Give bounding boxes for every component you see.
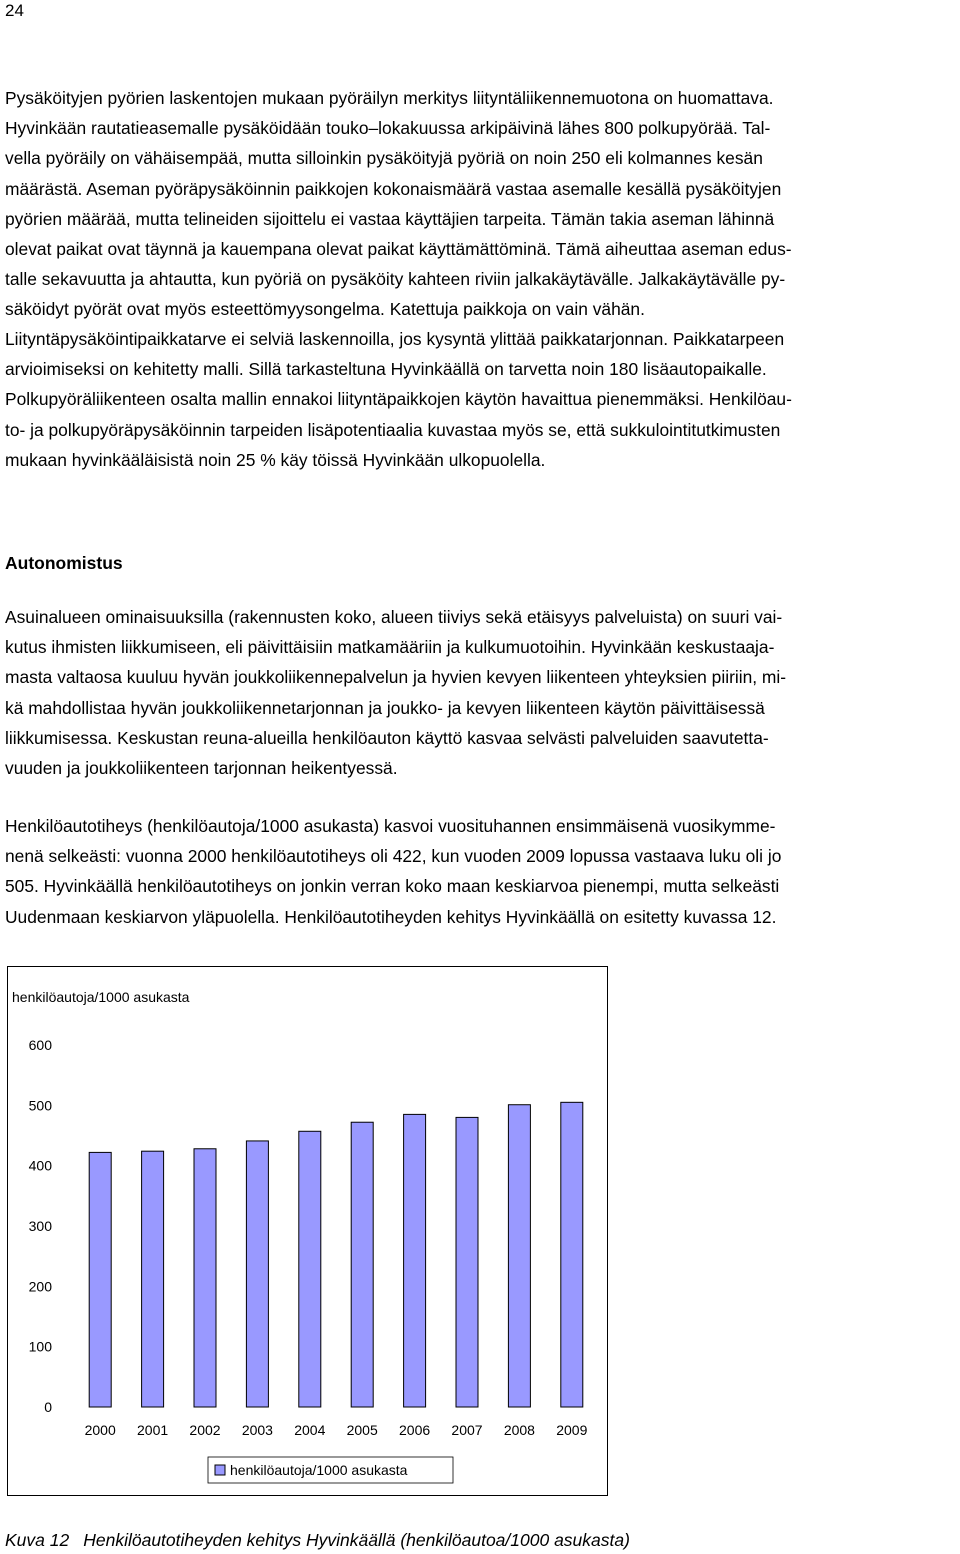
- paragraph-park-and-ride: [5, 324, 955, 475]
- text-line: talle sekavuutta ja ahtautta, kun pyöriä on pysäköity kahteen riviin jalkakäytävälle. Jalkakäytävälle py-: [5, 269, 786, 290]
- text-line: Pysäköityjen pyörien laskentojen mukaan pyöräilyn merkitys liityntäliikennemuotona on huomattava.: [5, 88, 774, 108]
- text-line: Henkilöautotiheys (henkilöautoja/1000 asukasta) kasvoi vuosituhannen ensimmäisenä vuosikymme-: [5, 816, 776, 836]
- x-tick-label: 2002: [189, 1422, 221, 1438]
- x-tick-label: 2007: [451, 1422, 483, 1438]
- paragraph-bicycle-parking: [5, 83, 955, 325]
- text-line: olevat paikat ovat täynnä ja kauempana olevat paikat käyttämättöminä. Tämä aiheuttaa aseman edus-: [5, 239, 792, 260]
- text-line: mukaan hyvinkääläisistä noin 25 % käy töissä Hyvinkään ulkopuolella.: [5, 449, 546, 470]
- x-tick-label: 2001: [137, 1422, 169, 1438]
- bar: [246, 1141, 268, 1407]
- y-axis-label: henkilöautoja/1000 asukasta: [12, 989, 190, 1005]
- text-line: määrästä. Aseman pyöräpysäköinnin paikkojen kokonaismäärä vastaa asemalle kesällä pysäköityjen: [5, 178, 782, 199]
- text-line: nenä selkeästi: vuonna 2000 henkilöautotiheys oli 422, kun vuoden 2009 lopussa vastaava luku oli jo: [5, 846, 782, 867]
- text-line: vuuden ja joukkoliikenteen tarjonnan heikentyessä.: [5, 758, 398, 779]
- text-line: to- ja polkupyöräpysäköinnin tarpeiden lisäpotentiaalia kuvastaa myös se, että sukkulointitutkimusten: [5, 419, 781, 440]
- text-line: Liityntäpysäköintipaikkatarve ei selviä laskennoilla, jos kysyntä ylittää paikkatarjonnan. Paikkatarpeen: [5, 329, 785, 349]
- text-line: Asuinalueen ominaisuuksilla (rakennusten koko, alueen tiiviys sekä etäisyys palveluista) on suuri vai-: [5, 607, 783, 627]
- paragraph-car-density: [5, 811, 955, 932]
- text-line: masta valtaosa kuuluu hyvän joukkoliikennepalvelun ja hyvien kevyen liikenteen yhteyksien piiriin, mi-: [5, 667, 787, 688]
- y-tick-label: 500: [28, 1097, 52, 1114]
- x-tick-label: 2005: [346, 1422, 378, 1438]
- x-tick-label: 2003: [241, 1422, 273, 1438]
- text-line: Polkupyöräliikenteen osalta mallin ennakoi liityntäpaikkojen käytön havaittua pienemmäksi. Henkilöau-: [5, 389, 792, 410]
- bar: [299, 1131, 321, 1407]
- bar: [561, 1102, 583, 1407]
- bar: [508, 1105, 530, 1407]
- x-tick-label: 2009: [556, 1422, 588, 1438]
- text-line: Uudenmaan keskiarvon yläpuolella. Henkilöautotiheyden kehitys Hyvinkäällä on esitetty kuvassa 12.: [5, 906, 777, 927]
- text-line: 505. Hyvinkäällä henkilöautotiheys on jonkin verran koko maan keskiarvoa pienempi, mutta selkeästi: [5, 876, 780, 897]
- bar: [351, 1122, 373, 1407]
- legend-swatch: [215, 1465, 225, 1475]
- paragraph-residential-area: [5, 602, 955, 783]
- x-tick-label: 2004: [294, 1422, 326, 1438]
- y-tick-label: 100: [28, 1338, 52, 1355]
- text-line: liikkumisessa. Keskustan reuna-alueilla henkilöauton käyttö kasvaa selvästi palveluiden saavutetta-: [5, 727, 769, 748]
- x-tick-label: 2006: [399, 1422, 431, 1438]
- text-line: kä mahdollistaa hyvän joukkoliikennetarjonnan ja joukko- ja kevyen liikenteen käytön päivittäisessä: [5, 697, 765, 718]
- bar: [194, 1149, 216, 1407]
- bar: [142, 1151, 164, 1407]
- bar: [404, 1114, 426, 1407]
- y-tick-label: 400: [28, 1157, 52, 1174]
- section-heading: Autonomistus: [5, 553, 123, 573]
- bar: [456, 1117, 478, 1407]
- x-tick-label: 2000: [84, 1422, 116, 1438]
- bar: [89, 1152, 111, 1407]
- text-line: säköidyt pyörät ovat myös esteettömyysongelma. Katettuja paikkoja on vain vähän.: [5, 299, 645, 320]
- page-number: 24: [5, 1, 24, 20]
- figure-caption: [5, 1528, 630, 1552]
- text-line: vella pyöräily on vähäisempää, mutta silloinkin pysäköityjä pyöriä on noin 250 eli kolmannes kesän: [5, 148, 763, 169]
- chart-frame: [7, 966, 608, 1496]
- bar-chart: [8, 967, 607, 1495]
- y-tick-label: 200: [28, 1278, 52, 1295]
- caption-text: Henkilöautotiheyden kehitys Hyvinkäällä (henkilöautoa/1000 asukasta): [83, 1530, 630, 1550]
- text-line: Hyvinkään rautatieasemalle pysäköidään touko–lokakuussa arkipäivinä lähes 800 polkupyörää. Tal-: [5, 118, 771, 139]
- legend-label: henkilöautoja/1000 asukasta: [230, 1462, 408, 1478]
- y-tick-label: 300: [28, 1218, 52, 1234]
- text-line: kutus ihmisten liikkumiseen, eli päivittäisiin matkamääriin ja kulkumuotoihin. Hyvinkään keskustaaja-: [5, 637, 775, 658]
- text-line: arvioimiseksi on kehitetty malli. Sillä tarkasteltuna Hyvinkäällä on tarvetta noin 180 lisäautopaikalle.: [5, 359, 767, 380]
- y-tick-label: 600: [28, 1037, 52, 1053]
- text-line: pyörien määrää, mutta telineiden sijoittelu ei vastaa käyttäjien tarpeita. Tämän takia aseman lähinnä: [5, 208, 775, 229]
- caption-number: Kuva 12: [5, 1530, 70, 1550]
- x-tick-label: 2008: [503, 1422, 535, 1438]
- y-tick-label: 0: [44, 1399, 52, 1415]
